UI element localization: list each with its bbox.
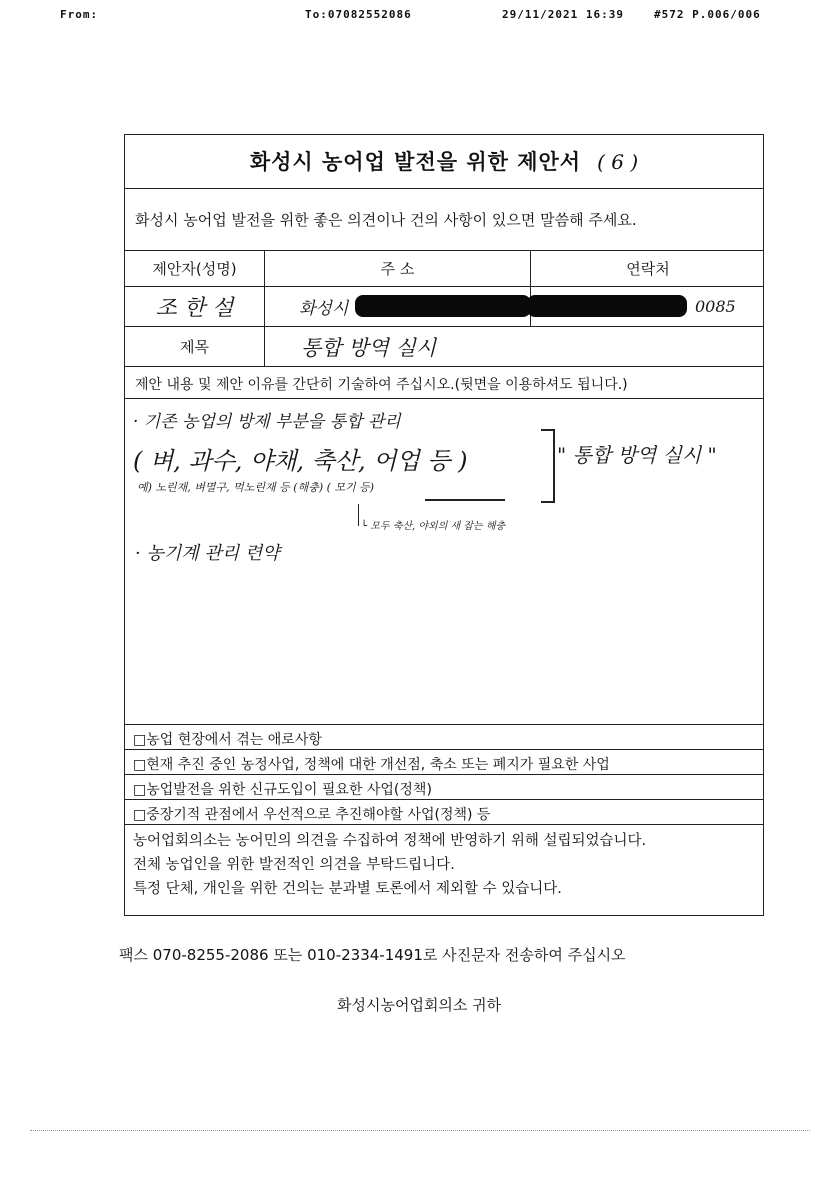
notes-section — [125, 825, 763, 915]
content-arrow-line — [358, 504, 359, 526]
content-side-note: " 통합 방역 실시 " — [557, 443, 717, 467]
proposal-content-area[interactable] — [125, 399, 763, 725]
form-title-row — [125, 135, 763, 189]
content-line-3: 예) 노린재, 벼멸구, 먹노린재 등 (해충) ( 모기 등) — [137, 481, 375, 494]
note-line: 전체 농업인을 위한 발전적인 의견을 부탁드립니다. — [133, 857, 455, 873]
checklist-item — [125, 750, 763, 775]
note-line: 농어업회의소는 농어민의 의견을 수집하여 정책에 반영하기 위해 설립되었습니다. — [133, 833, 647, 849]
intro-text: 화성시 농어업 발전을 위한 좋은 의견이나 건의 사항이 있으면 말씀해 주세요. — [135, 211, 637, 229]
fax-page-number: #572 P.006/006 — [654, 8, 761, 21]
proposal-form — [124, 134, 764, 916]
form-title: 화성시 농어업 발전을 위한 제안서 — [249, 150, 582, 174]
subject-row — [125, 327, 763, 367]
checklist-text: □현재 추진 중인 농정사업, 정책에 대한 개선점, 축소 또는 폐지가 필요한 사업 — [133, 757, 610, 773]
intro-row — [125, 189, 763, 251]
handwritten-form-number: ( 6 ) — [597, 150, 639, 174]
fax-datetime: 29/11/2021 16:39 — [502, 8, 624, 21]
checklist-text: □농업 현장에서 겪는 애로사항 — [133, 732, 322, 748]
contact-text: 0085 — [695, 297, 736, 316]
address-redaction — [355, 295, 531, 317]
proposer-name-cell[interactable] — [125, 287, 265, 326]
fax-header — [0, 8, 835, 24]
address-header: 주 소 — [265, 251, 531, 286]
address-text: 화성시 — [299, 299, 349, 319]
content-line-1: · 기존 농업의 방제 부분을 통합 관리 — [133, 412, 401, 432]
fax-from-label: From: — [60, 8, 99, 21]
proposer-header: 제안자(성명) — [125, 251, 265, 286]
checklist-item — [125, 800, 763, 825]
address-cell[interactable] — [265, 287, 531, 326]
content-underline — [425, 499, 505, 501]
contact-cell[interactable] — [531, 287, 765, 326]
subject-label: 제목 — [125, 327, 265, 366]
subject-cell[interactable] — [265, 327, 765, 366]
content-line-2: ( 벼, 과수, 야채, 축산, 어업 등 ) — [133, 447, 468, 475]
contact-redaction — [527, 295, 687, 317]
scan-artifact-line — [30, 1130, 810, 1131]
note-line: 특정 단체, 개인을 위한 건의는 분과별 토론에서 제외할 수 있습니다. — [133, 881, 562, 897]
checklist-item — [125, 775, 763, 800]
instruction-text: 제안 내용 및 제안 이유를 간단히 기술하여 주십시오.(뒷면을 이용하셔도 됩니다.) — [135, 377, 628, 393]
content-line-4: └ 모두 축산, 야외의 새 잡는 해충 — [361, 521, 506, 532]
proposer-info-row — [125, 287, 763, 327]
content-line-5: · 농기계 관리 련약 — [135, 543, 280, 564]
checklist-text: □농업발전을 위한 신규도입이 필요한 사업(정책) — [133, 782, 432, 798]
proposer-name: 조 한 설 — [155, 296, 234, 321]
fax-to-number: To:07082552086 — [305, 8, 412, 21]
checklist-text: □중장기적 관점에서 우선적으로 추진해야할 사업(정책) 등 — [133, 807, 491, 823]
contact-header: 연락처 — [626, 260, 670, 278]
checklist-item — [125, 725, 763, 750]
content-bracket — [541, 429, 555, 503]
fax-instruction: 팩스 070-8255-2086 또는 010-2334-1491로 사진문자 전송하여 주십시오 — [119, 946, 626, 964]
column-header-row — [125, 251, 763, 287]
recipient-line: 화성시농어업회의소 귀하 — [337, 996, 502, 1014]
instruction-row — [125, 367, 763, 399]
subject-value: 통합 방역 실시 — [301, 335, 437, 360]
